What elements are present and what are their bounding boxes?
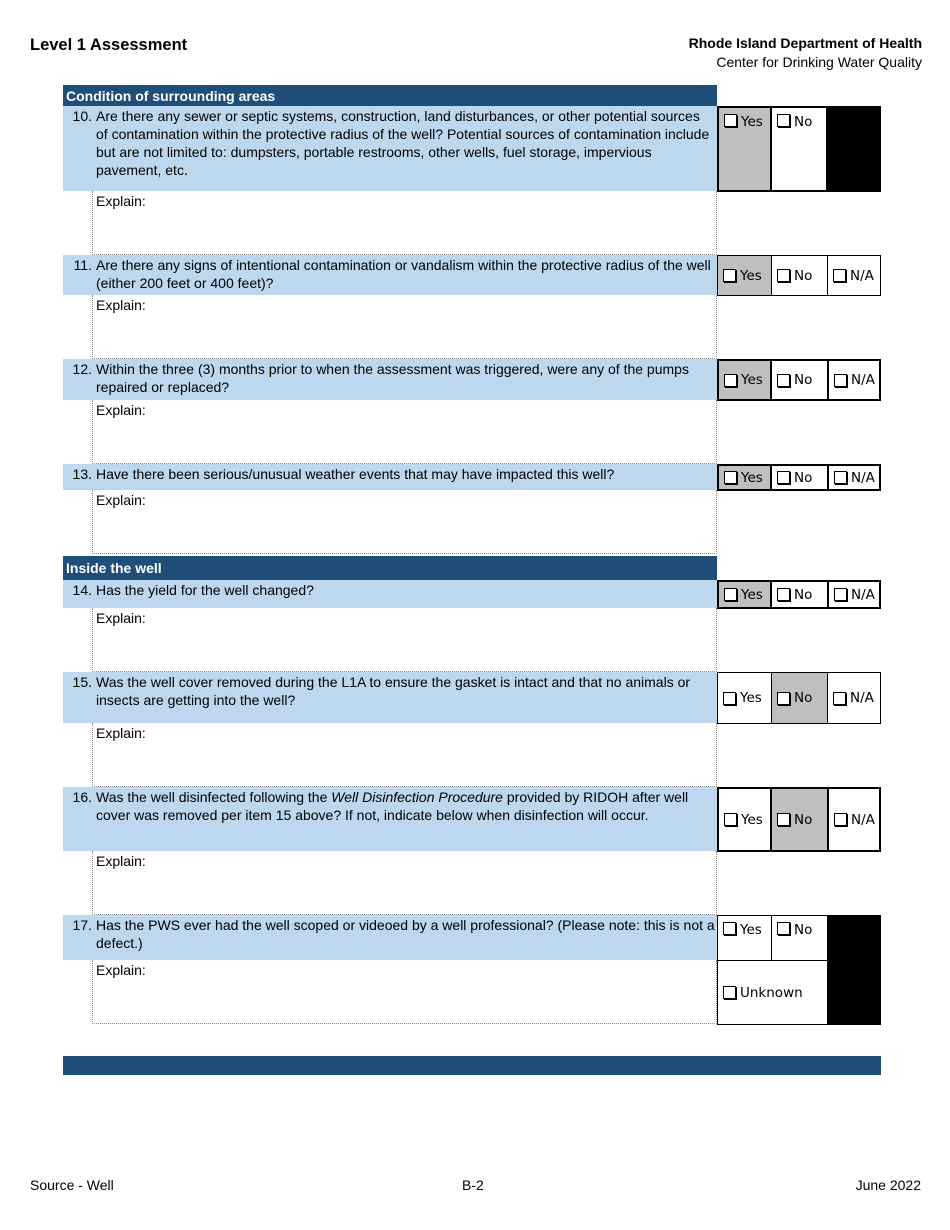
- option-label: N/A: [850, 267, 874, 284]
- question-text: Was the well disinfected following the Well Disinfection Procedure provided by RIDOH after well cover was removed per item 15 above? If not, indicate below when disinfection will occur.: [96, 789, 689, 823]
- option-label: No: [794, 690, 813, 706]
- explain-field-17[interactable]: [92, 960, 717, 1024]
- question-text: Are there any sewer or septic systems, construction, land disturbances, or other potential sources of contamination within the protective radius of the well? Potential sources of contamination include but are not limited to: dumpsters, portable restrooms, other wells, fuel storage, impervious pavement, etc.: [96, 108, 710, 178]
- section-header-surrounding: Condition of surrounding areas: [63, 85, 717, 106]
- checkbox-icon: [834, 588, 847, 601]
- page-number: B-2: [462, 1177, 484, 1193]
- option-na-14[interactable]: [827, 580, 881, 609]
- question-number: 11.: [73, 257, 92, 273]
- question-13: [63, 464, 717, 490]
- explain-label: Explain:: [96, 610, 146, 626]
- checkbox-icon: [777, 374, 790, 387]
- explain-label: Explain:: [96, 402, 146, 418]
- question-text: Have there been serious/unusual weather events that may have impacted this well?: [96, 466, 615, 482]
- checkbox-icon: [723, 922, 736, 935]
- explain-field-10[interactable]: [92, 191, 717, 255]
- option-label: Yes: [741, 469, 763, 486]
- option-label: No: [794, 586, 813, 603]
- explain-field-11[interactable]: [92, 295, 717, 359]
- question-text: Within the three (3) months prior to when the assessment was triggered, were any of the pumps repaired or replaced?: [96, 361, 689, 395]
- explain-field-12[interactable]: [92, 400, 717, 464]
- option-label: Unknown: [740, 984, 803, 1001]
- explain-field-16[interactable]: [92, 851, 717, 915]
- checkbox-icon: [724, 813, 737, 826]
- blocked-cell: [828, 915, 881, 1025]
- question-14: [63, 580, 717, 608]
- option-label: N/A: [851, 586, 875, 603]
- checkbox-icon: [724, 471, 737, 484]
- option-no-12[interactable]: [770, 359, 829, 401]
- option-yes-11[interactable]: [717, 255, 772, 296]
- checkbox-icon: [777, 471, 790, 484]
- option-yes-12[interactable]: [717, 359, 772, 401]
- option-unknown-17[interactable]: [717, 960, 828, 1025]
- explain-label: Explain:: [96, 297, 146, 313]
- question-number: 10.: [72, 108, 92, 124]
- option-no-10[interactable]: [770, 106, 828, 192]
- explain-field-14[interactable]: [92, 608, 717, 672]
- checkbox-icon: [777, 922, 790, 935]
- question-text: Are there any signs of intentional contamination or vandalism within the protective radius of the well (either 200 feet or 400 feet)?: [96, 257, 711, 291]
- checkbox-icon: [777, 114, 790, 127]
- checkbox-icon: [724, 114, 737, 127]
- question-number: 12.: [72, 361, 92, 377]
- option-label: No: [794, 922, 813, 938]
- option-no-13[interactable]: [770, 464, 829, 491]
- footer-left: Source - Well: [30, 1177, 114, 1193]
- checkbox-icon: [777, 588, 790, 601]
- option-label: No: [794, 267, 813, 284]
- question-10: [63, 106, 717, 191]
- option-label: N/A: [851, 372, 875, 388]
- question-number: 13.: [72, 466, 92, 482]
- explain-field-15[interactable]: [92, 723, 717, 787]
- explain-label: Explain:: [96, 853, 146, 869]
- option-na-13[interactable]: [827, 464, 881, 491]
- question-number: 14.: [72, 582, 92, 598]
- option-label: Yes: [740, 922, 762, 938]
- blocked-cell: [828, 106, 881, 192]
- checkbox-icon: [777, 692, 790, 705]
- option-yes-17[interactable]: [717, 915, 772, 961]
- explain-label: Explain:: [96, 725, 146, 741]
- option-na-12[interactable]: [827, 359, 881, 401]
- question-11: [63, 255, 717, 295]
- question-text: Was the well cover removed during the L1A to ensure the gasket is intact and that no animals or insects are getting into the well?: [96, 674, 691, 708]
- question-number: 16.: [72, 789, 92, 805]
- checkbox-icon: [834, 374, 847, 387]
- explain-label: Explain:: [96, 962, 146, 978]
- checkbox-icon: [723, 269, 736, 282]
- checkbox-icon: [833, 692, 846, 705]
- question-text: Has the PWS ever had the well scoped or videoed by a well professional? (Please note: this is not a defect.): [96, 917, 715, 951]
- checkbox-icon: [723, 692, 736, 705]
- page-title: Level 1 Assessment: [30, 36, 188, 54]
- org-center: Center for Drinking Water Quality: [716, 54, 922, 70]
- footer-date: June 2022: [855, 1177, 921, 1193]
- option-label: Yes: [740, 267, 762, 284]
- question-17: [63, 915, 717, 960]
- question-number: 15.: [72, 674, 92, 690]
- question-15: [63, 672, 717, 723]
- explain-label: Explain:: [96, 492, 146, 508]
- checkbox-icon: [723, 986, 736, 999]
- option-yes-14[interactable]: [717, 580, 772, 609]
- section-footer-bar: [63, 1056, 881, 1075]
- section-header-inside: Inside the well: [63, 556, 717, 580]
- option-label: Yes: [740, 690, 762, 706]
- question-16: [63, 787, 717, 851]
- option-no-15[interactable]: [771, 672, 828, 724]
- explain-field-13[interactable]: [92, 490, 717, 554]
- option-na-11[interactable]: [827, 255, 881, 296]
- option-no-17[interactable]: [771, 915, 828, 961]
- option-no-11[interactable]: [771, 255, 828, 296]
- procedure-title: Well Disinfection Procedure: [331, 789, 503, 805]
- checkbox-icon: [777, 269, 790, 282]
- checkbox-icon: [777, 813, 790, 826]
- question-number: 17.: [72, 917, 92, 933]
- question-12: [63, 359, 717, 400]
- option-na-16[interactable]: [827, 787, 881, 852]
- option-label: N/A: [850, 690, 874, 706]
- question-text: Has the yield for the well changed?: [96, 582, 314, 598]
- org-name: Rhode Island Department of Health: [688, 35, 922, 51]
- option-label: No: [794, 469, 813, 486]
- option-yes-15[interactable]: [717, 672, 772, 724]
- option-na-15[interactable]: [827, 672, 881, 724]
- checkbox-icon: [833, 269, 846, 282]
- option-label: No: [794, 372, 813, 388]
- checkbox-icon: [724, 588, 737, 601]
- option-label: N/A: [851, 811, 875, 828]
- option-label: Yes: [741, 586, 763, 603]
- checkbox-icon: [834, 471, 847, 484]
- explain-label: Explain:: [96, 193, 146, 209]
- option-label: Yes: [741, 114, 763, 130]
- option-no-14[interactable]: [770, 580, 829, 609]
- checkbox-icon: [724, 374, 737, 387]
- option-yes-16[interactable]: [717, 787, 772, 852]
- option-label: Yes: [741, 372, 763, 388]
- option-yes-10[interactable]: [717, 106, 772, 192]
- option-label: No: [794, 114, 813, 130]
- option-yes-13[interactable]: [717, 464, 772, 491]
- option-label: N/A: [851, 469, 875, 486]
- option-no-16[interactable]: [770, 787, 829, 852]
- header-organization: [689, 34, 922, 72]
- option-label: No: [794, 811, 813, 828]
- option-label: Yes: [741, 811, 763, 828]
- checkbox-icon: [834, 813, 847, 826]
